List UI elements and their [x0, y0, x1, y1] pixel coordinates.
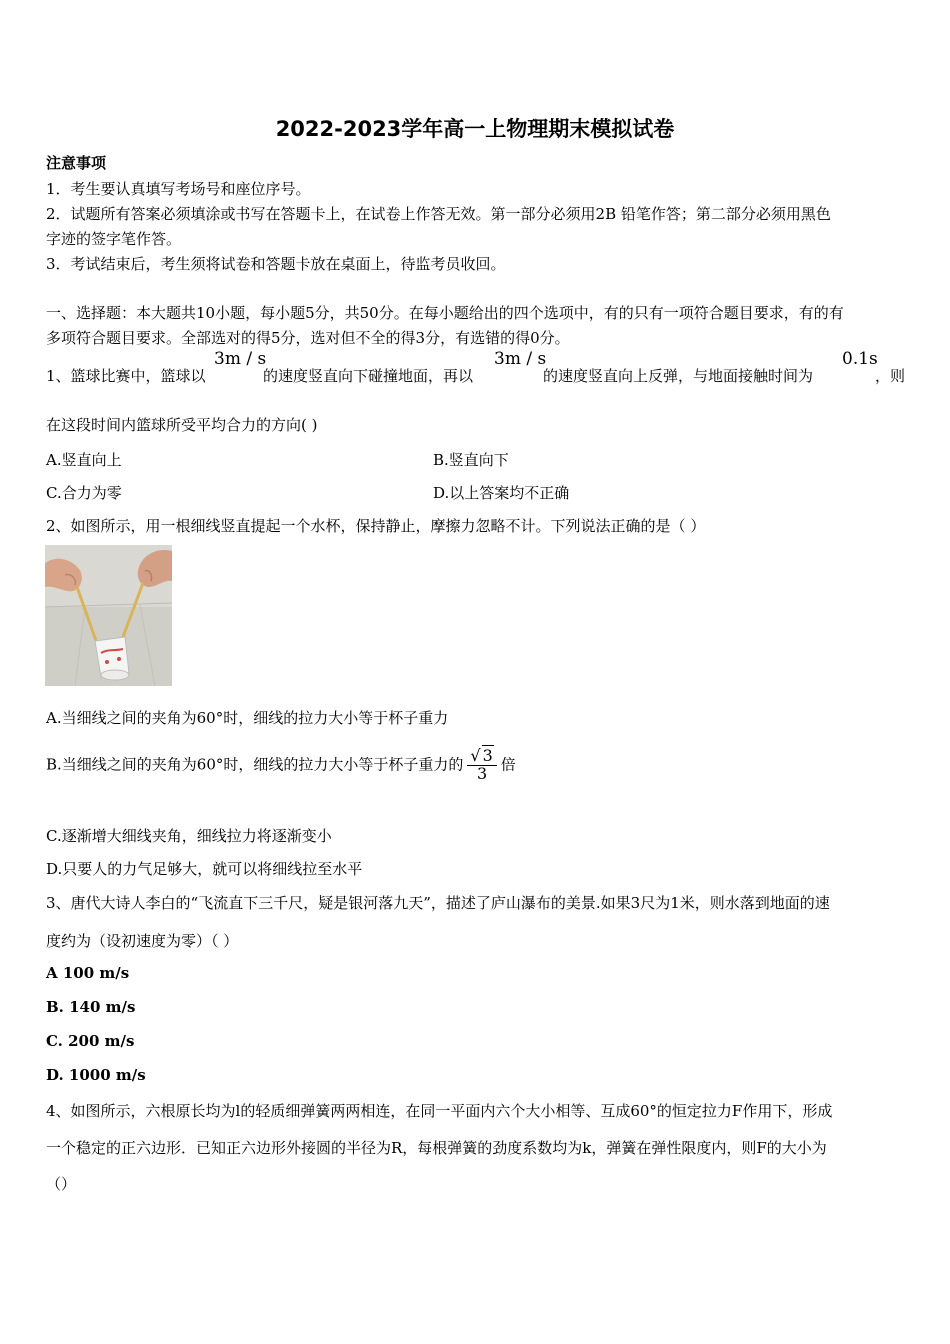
section-intro-line2: 多项符合题目要求。全部选对的得5分，选对但不全的得3分，有选错的得0分。 [46, 329, 570, 347]
q1-option-d: D.以上答案均不正确 [433, 484, 570, 502]
notice-item-3: 3．考试结束后，考生须将试卷和答题卡放在桌面上，待监考员收回。 [46, 255, 506, 273]
q1-text-part2: 的速度竖直向下碰撞地面，再以 [263, 367, 474, 385]
q3-option-a: A 100 m/s [46, 964, 130, 982]
q1-speed-up: 3m / s [494, 349, 547, 369]
notice-heading: 注意事项 [46, 154, 107, 172]
q2-option-d: D.只要人的力气足够大，就可以将细线拉至水平 [46, 860, 363, 878]
sqrt-radicand: 3 [482, 746, 493, 765]
q1-speed-down: 3m / s [214, 349, 267, 369]
q4-stem-line3: （） [46, 1175, 77, 1193]
q1-option-b: B.竖直向下 [433, 451, 509, 469]
notice-item-2-cont: 字迹的签字笔作答。 [46, 230, 182, 248]
section-intro-line1: 一、选择题：本大题共10小题，每小题5分，共50分。在每小题给出的四个选项中，有的只有一项符合题目要求，有的有 [46, 304, 844, 322]
q4-stem-line1: 4、如图所示，六根原长均为l的轻质细弹簧两两相连，在同一平面内六个大小相等、互成60°的恒定拉力F作用下，形成 [46, 1102, 833, 1120]
q2-stem: 2、如图所示，用一根细线竖直提起一个水杯，保持静止，摩擦力忽略不计。下列说法正确的是（ ） [46, 517, 706, 535]
notice-item-2: 2．试题所有答案必须填涂或书写在答题卡上，在试卷上作答无效。第一部分必须用2B 铅笔作答；第二部分必须用黑色 [46, 205, 831, 223]
q2-option-b-text: B.当细线之间的夹角为60°时，细线的拉力大小等于杯子重力的 [46, 755, 464, 774]
q1-stem-line1 [46, 365, 206, 386]
q3-stem-line2: 度约为（设初速度为零）（ ） [46, 932, 239, 950]
q1-option-c: C.合力为零 [46, 484, 122, 502]
notice-item-1: 1．考生要认真填写考场号和座位序号。 [46, 180, 311, 198]
q1-stem-line2: 在这段时间内篮球所受平均合力的方向( ) [46, 416, 318, 434]
q1-text-part4: ，则 [875, 367, 906, 385]
q2-option-b-suffix: 倍 [500, 755, 516, 774]
fraction-numerator: √ 3 [467, 748, 496, 766]
q3-stem-line1: 3、唐代大诗人李白的“飞流直下三千尺，疑是银河落九天”，描述了庐山瀑布的美景.如果3尺为1米，则水落到地面的速 [46, 894, 830, 912]
q2-option-c: C.逐渐增大细线夹角，细线拉力将逐渐变小 [46, 827, 332, 845]
sqrt3-over-3-fraction [467, 748, 496, 783]
cup-lifting-photo [45, 545, 172, 686]
q1-text-part3: 的速度竖直向上反弹，与地面接触时间为 [543, 367, 814, 385]
q1-text-part1: 1、篮球比赛中，篮球以 [46, 367, 206, 385]
q3-option-b: B. 140 m/s [46, 998, 136, 1016]
q3-option-d: D. 1000 m/s [46, 1066, 146, 1084]
q4-stem-line2: 一个稳定的正六边形．已知正六边形外接圆的半径为R，每根弹簧的劲度系数均为k，弹簧在弹性限度内，则F的大小为 [46, 1139, 827, 1157]
fraction-denominator: 3 [476, 763, 488, 783]
q2-option-a: A.当细线之间的夹角为60°时，细线的拉力大小等于杯子重力 [46, 709, 449, 727]
q3-option-c: C. 200 m/s [46, 1032, 135, 1050]
q1-option-a: A.竖直向上 [46, 451, 122, 469]
q2-option-b [46, 748, 516, 783]
page-title: 2022-2023学年高一上物理期末模拟试卷 [275, 117, 675, 141]
q1-contact-time: 0.1s [842, 349, 878, 369]
